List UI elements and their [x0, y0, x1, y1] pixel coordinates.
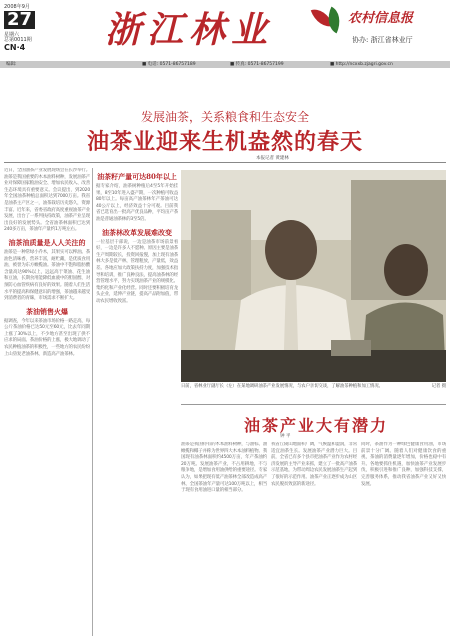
cn-number: CN·4 [4, 43, 26, 52]
left-subhead-2: 茶油销售火爆 [26, 306, 68, 316]
sub-article-author: 钟 平 [280, 434, 291, 439]
news-photo [181, 170, 446, 382]
date-year-month: 2008年9月 [4, 4, 30, 10]
caption-text: 日前，省林业厅副厅长（左）在某地调研油茶产业发展情况，与农户亲切交谈，了解油茶种植和加工情况。 [181, 384, 383, 389]
paper-title: 浙江林业 [105, 9, 274, 51]
contact-bar [0, 61, 450, 68]
article-body: 据调查，今年以来茶油市场价格一路走高，每公斤茶油价格已达50元至60元，比去年同期上涨了30%以上，不少地方甚至出现了供不应求的局面。茶油价格的上涨，极大地调动了农民种植油茶的积极性，一些地方的农民纷纷上山垦复老油茶林，新造高产油茶林。 [4, 318, 90, 357]
article-body: 油茶是一种常绿小乔木，其果实可以榨油。茶油色清味香，营养丰富，耐贮藏，是优质食用油，被誉为东方橄榄油。茶油中不饱和脂肪酸含量高达90%以上，远远高于菜油、花生油和豆油，长期食用能降低血液中的胆固醇，对预防心血管疾病有良好的效果。随着人们生活水平的提高和保健意识的增强，茶油越来越受到消费者的青睐，市场需求不断扩大。 [4, 249, 90, 302]
sub-article-title: 油茶产业大有潜力 [243, 416, 388, 435]
article-body: 我省丘陵山地面积广阔，气候温和湿润，非常适宜油茶生长。发展油茶产业潜力巨大。目前，全省已有多个县市把油茶产业作为农村经济发展的主导产业来抓，建立了一批高产油茶示范基地，为带动周边农民发展油茶生产起到了很好的示范作用。油茶产业正逐步成为山区农民脱贫致富的新途径。 [271, 442, 357, 487]
leaf-logo-icon [312, 5, 344, 31]
middle-column-text [96, 168, 178, 636]
article-body: 近日，全国油茶产业发展现场会在长沙举行。油茶是我国重要的木本油料树种，发展油茶产业对保障国家粮油安全、增加农民收入、改善生态环境具有重要意义。会议提出，到2020年全国油茶种植总面积达到7000万亩。我省是油茶主产区之一，油茶栽培历史悠久，资源丰富。近年来，省委省政府高度重视油茶产业发展，出台了一系列扶持政策，油茶产业呈现出良好的发展势头。全省油茶林面积已达到240多万亩，茶油年产量约1万吨左右。 [4, 168, 90, 233]
issue-number: 总第0011期 [4, 37, 32, 43]
photo-illustration [181, 170, 446, 382]
sub-article-col-1 [181, 442, 267, 636]
byline: 本报记者 黄建林 [256, 156, 289, 161]
caption-credit: 记者 摄 [431, 384, 446, 389]
website-link[interactable]: ■ http://ncxxb.zjagri.gov.cn [330, 62, 393, 67]
left-subhead-1: 油茶油质量是人人关注的 [8, 237, 86, 247]
paper-mark: 农村信息报 [348, 11, 414, 26]
divider [181, 404, 446, 405]
date-block [4, 3, 64, 38]
masthead [0, 0, 450, 60]
article-body: 同时，茶油作为一种绿色健康食用油，市场前景十分广阔。随着人们对健康饮食的重视，茶油的消费量逐年增加，价格也稳中有升。各地要抓住机遇，加快油茶产业发展步伐，积极引进和推广良种，加强科技支撑，完善服务体系，推动我省油茶产业又好又快发展。 [361, 442, 446, 487]
article-body: 一位基层干部说，一边是油茶市场前景看好，一边是许多人不愿种。原因主要是油茶生产周期较长，投资回报慢，加上现有油茶林大多是低产林，管理粗放，产量低，效益差。各地应加大政策扶持力度，加强技术指导和培训，推广良种良法，提高油茶林的经营管理水平，努力实现油茶产业的规模化、集约化和产业化经营。同时还要积极培育龙头企业，延伸产业链，提高产品附加值，带动农民增收致富。 [96, 239, 178, 304]
mid-subhead-2: 油茶林改革发展难改变 [102, 227, 172, 237]
fax-number: ■ 传真: 0571-86757199 [230, 62, 284, 67]
photo-caption [181, 384, 446, 390]
article-body: 据专家介绍，油茶树种植后4至5年开始挂果，8至10年进入盛产期，一次种植可收益80年以上。每亩高产油茶林年产茶油可达40公斤以上，经济效益十分可观。目前我省已选育出一批高产优良品种，平均亩产茶油是普通油茶林的3至5倍。 [96, 184, 178, 222]
sub-article-col-2 [271, 442, 357, 636]
sub-article-col-3 [361, 442, 446, 636]
editor-label: 编辑: [6, 62, 17, 67]
phone-number: ■ 电话: 0571-86757189 [142, 62, 196, 67]
article-body: 油茶是我国特有的木本油料树种，与油棕、油橄榄和椰子并称为世界四大木本油料植物。我国现有油茶林面积约4500万亩，年产茶油约20万吨。发展油茶产业，不占用耕地，不与粮争地，是增加食用油供给的重要途径。专家认为，如果把现有低产油茶林全部改造成高产林，全国茶油年产量可达100万吨以上，相当于现有食用油进口量的相当部分。 [181, 442, 267, 494]
middle-column [92, 168, 178, 636]
mid-subhead-1: 油茶籽产量可达80年以上 [97, 172, 177, 181]
divider [4, 162, 446, 163]
pre-headline: 发展油茶，关系粮食和生态安全 [140, 110, 309, 124]
date-weekday: 星期六 [4, 32, 20, 38]
left-column [4, 168, 90, 636]
main-headline: 油茶业迎来生机盎然的春天 [86, 129, 363, 155]
cohost-line: 协办: 浙江省林业厅 [352, 36, 413, 44]
date-day: 27 [4, 11, 35, 29]
